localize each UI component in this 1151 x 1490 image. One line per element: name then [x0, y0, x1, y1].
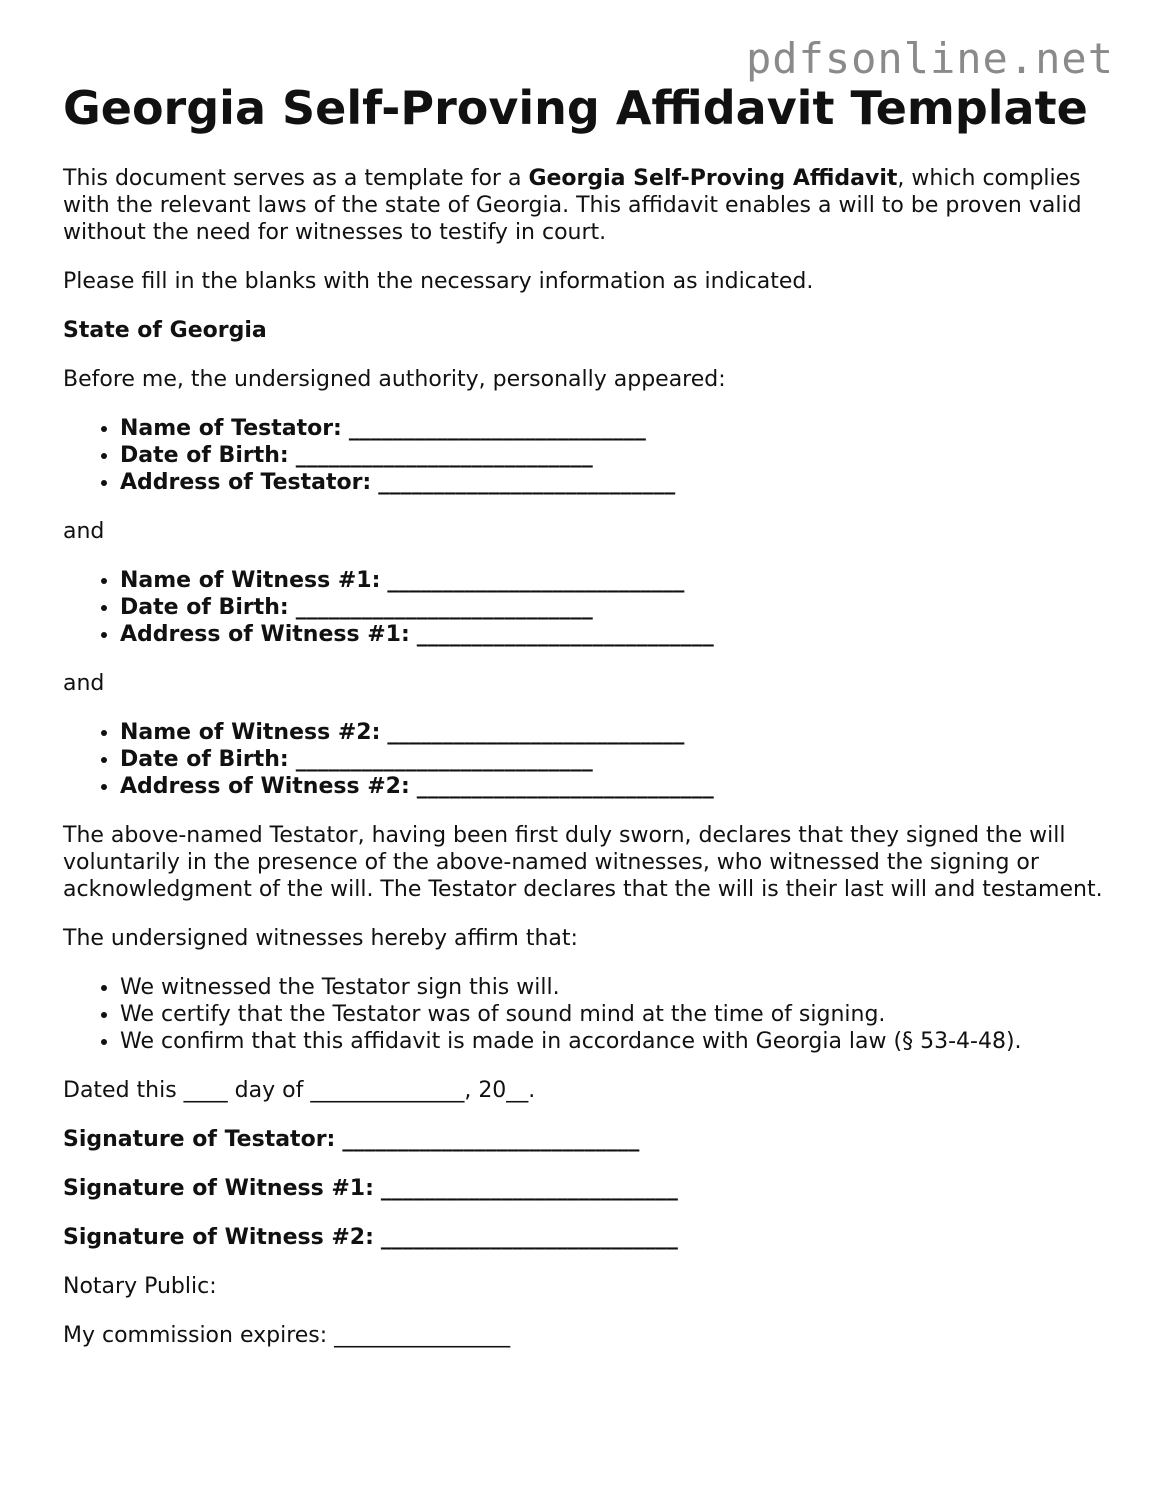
field-label: Name of Testator: — [120, 416, 342, 441]
witness1-fields-list — [63, 567, 1103, 648]
state-heading: State of Georgia — [63, 318, 267, 343]
signature-label: Signature of Testator: — [63, 1127, 336, 1152]
watermark: pdfsonline.net — [745, 34, 1114, 83]
field-label: Date of Birth: — [120, 595, 289, 620]
field-label: Date of Birth: — [120, 443, 289, 468]
field-blank[interactable]: ___________________________ — [378, 470, 676, 495]
field-name-of-testator — [120, 415, 1103, 442]
testator-fields-list — [63, 415, 1103, 496]
field-blank[interactable]: ___________________________ — [387, 568, 685, 593]
field-blank[interactable]: ___________________________ — [387, 720, 685, 745]
field-address-of-witness-2 — [120, 773, 1103, 800]
field-label: Address of Witness #2: — [120, 774, 410, 799]
appeared-text: Before me, the undersigned authority, personally appeared: — [63, 367, 726, 392]
field-label: Date of Birth: — [120, 747, 289, 772]
dated-line[interactable]: Dated this ____ day of ______________, 20__. — [63, 1078, 536, 1103]
affirmation-item: • We witnessed the Testator sign this will. — [120, 974, 1103, 1001]
field-witness-1-date-of-birth — [120, 594, 1103, 621]
field-blank[interactable]: ___________________________ — [348, 416, 646, 441]
declaration-paragraph: The above-named Testator, having been first duly sworn, declares that they signed the will voluntarily in the presence of the above-named witnesses, who witnessed the signing or acknowledgment of the will. The Testator declares that the will is their last will and testament. — [63, 823, 1103, 902]
affirmation-item: • We confirm that this affidavit is made in accordance with Georgia law (§ 53-4-48). — [120, 1028, 1103, 1055]
and-separator-1: and — [63, 519, 105, 544]
intro-after: , which complies with the relevant laws of the state of Georgia. This affidavit enables a will to be proven valid without the need for witnesses to testify in court. — [63, 166, 1082, 245]
field-label: Name of Witness #2: — [120, 720, 381, 745]
witness2-fields-list — [63, 719, 1103, 800]
signature-label: Signature of Witness #2: — [63, 1225, 374, 1250]
field-address-of-witness-1 — [120, 621, 1103, 648]
affirm-intro: The undersigned witnesses hereby affirm that: — [63, 926, 578, 951]
affirmations-list — [63, 974, 1103, 1055]
affirmation-item: • We certify that the Testator was of sound mind at the time of signing. — [120, 1001, 1103, 1028]
and-separator-2: and — [63, 671, 105, 696]
signature-witness-2 — [63, 1224, 1103, 1251]
field-name-of-witness-1 — [120, 567, 1103, 594]
field-address-of-testator — [120, 469, 1103, 496]
instruction-text: Please fill in the blanks with the necessary information as indicated. — [63, 269, 814, 294]
document-title: Georgia Self-Proving Affidavit Template — [63, 81, 1088, 135]
commission-label: My commission expires: — [63, 1323, 328, 1348]
field-blank[interactable]: ___________________________ — [295, 747, 593, 772]
field-label: Name of Witness #1: — [120, 568, 381, 593]
commission-blank[interactable]: ________________ — [334, 1323, 511, 1348]
field-blank[interactable]: ___________________________ — [416, 774, 714, 799]
signature-label: Signature of Witness #1: — [63, 1176, 374, 1201]
commission-expires — [63, 1322, 1103, 1349]
field-blank[interactable]: ___________________________ — [295, 595, 593, 620]
intro-bold: Georgia Self-Proving Affidavit — [528, 166, 898, 191]
document-body — [63, 165, 1103, 1371]
notary-public-label: Notary Public: — [63, 1274, 217, 1299]
intro-paragraph — [63, 165, 1103, 246]
field-label: Address of Testator: — [120, 470, 372, 495]
field-blank[interactable]: ___________________________ — [416, 622, 714, 647]
field-label: Address of Witness #1: — [120, 622, 410, 647]
field-name-of-witness-2 — [120, 719, 1103, 746]
field-blank[interactable]: ___________________________ — [295, 443, 593, 468]
signature-blank[interactable]: ___________________________ — [380, 1225, 678, 1250]
field-testator-date-of-birth — [120, 442, 1103, 469]
signature-testator — [63, 1126, 1103, 1153]
field-witness-2-date-of-birth — [120, 746, 1103, 773]
signature-blank[interactable]: ___________________________ — [380, 1176, 678, 1201]
signature-witness-1 — [63, 1175, 1103, 1202]
intro-before: This document serves as a template for a — [63, 166, 529, 191]
signature-blank[interactable]: ___________________________ — [342, 1127, 640, 1152]
